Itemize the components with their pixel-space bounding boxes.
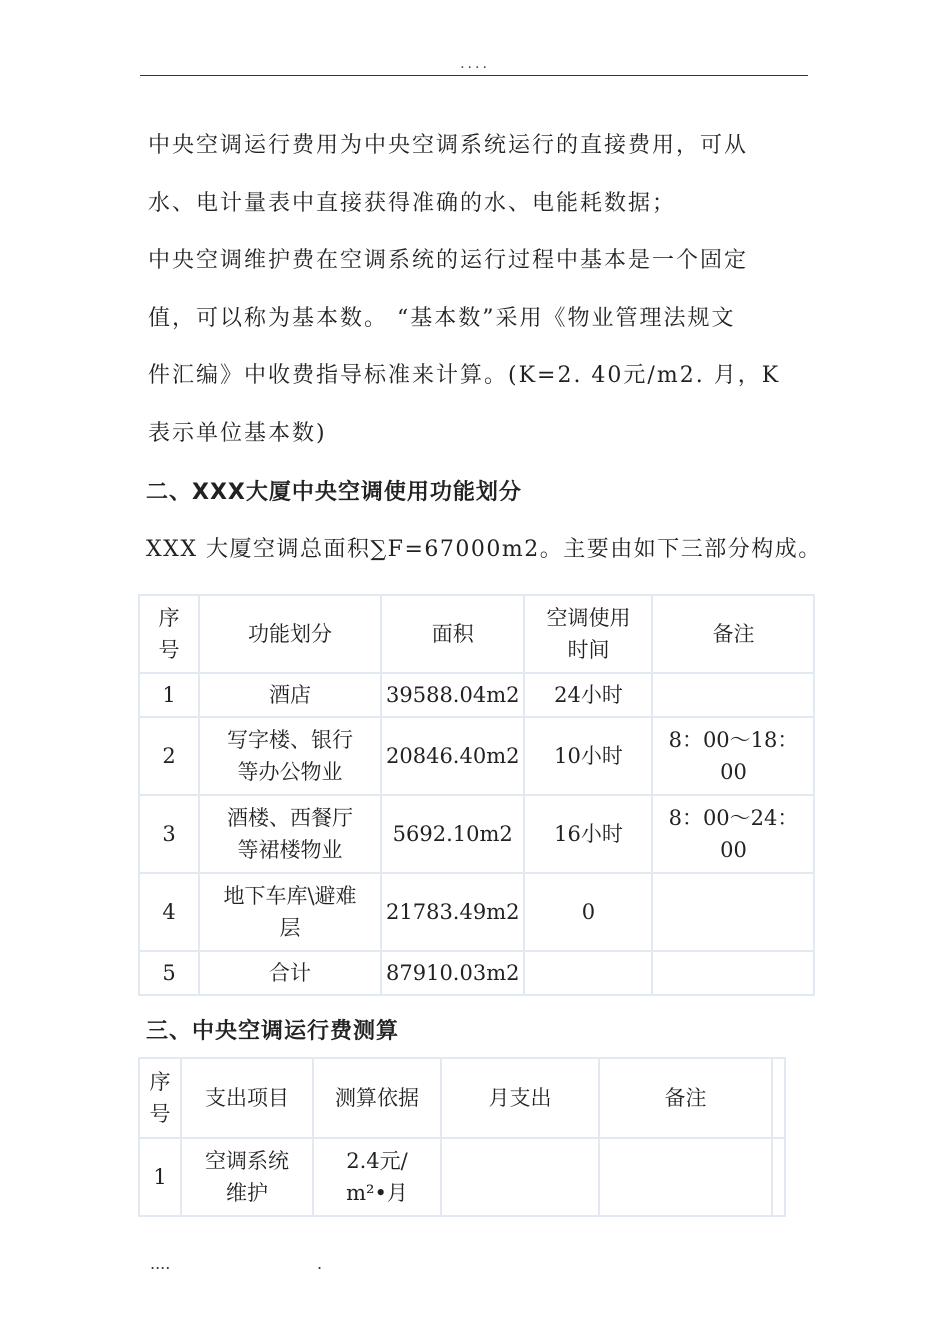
paragraph-line: 中央空调维护费在空调系统的运行过程中基本是一个固定 [148, 248, 749, 273]
table-row [139, 673, 814, 717]
empty-cell [772, 1058, 785, 1138]
paragraph-line: 件汇编》中收费指导标准来计算。(K=2. 40元/m2. 月，K [148, 363, 781, 388]
cell-basis: 2.4元/ m²•月 [313, 1138, 441, 1216]
cell-no: 1 [139, 673, 199, 717]
table-row [139, 717, 814, 795]
table-header-row [139, 1058, 785, 1138]
cell-note [599, 1138, 772, 1216]
cell-note: 8：00～18： 00 [652, 717, 814, 795]
header-dots: .... [460, 56, 490, 72]
section-heading-2: 二、XXX大厦中央空调使用功能划分 [146, 480, 522, 505]
paragraph-line: 表示单位基本数) [148, 421, 327, 446]
footer-dots: .... [150, 1254, 171, 1273]
header-cell: 备注 [599, 1058, 772, 1138]
cell-area: 87910.03m2 [381, 951, 524, 995]
cell-monthly [441, 1138, 599, 1216]
header-cell: 序 号 [139, 1058, 181, 1138]
header-rule [140, 75, 808, 76]
cell-func: 酒店 [199, 673, 381, 717]
header-cell: 测算依据 [313, 1058, 441, 1138]
cell-area: 5692.10m2 [381, 795, 524, 873]
cell-time: 10小时 [524, 717, 652, 795]
cell-item: 空调系统 维护 [181, 1138, 313, 1216]
cell-no: 3 [139, 795, 199, 873]
header-cell: 序 号 [139, 595, 199, 673]
table-row [139, 795, 814, 873]
cell-area: 39588.04m2 [381, 673, 524, 717]
cell-time: 16小时 [524, 795, 652, 873]
paragraph-line: 中央空调运行费用为中央空调系统运行的直接费用，可从 [148, 133, 749, 158]
function-division-table [138, 594, 815, 996]
cell-func: 合计 [199, 951, 381, 995]
header-cell: 月支出 [441, 1058, 599, 1138]
cell-func: 酒楼、西餐厅 等裙楼物业 [199, 795, 381, 873]
table-row [139, 873, 814, 951]
cell-no: 4 [139, 873, 199, 951]
cell-time: 24小时 [524, 673, 652, 717]
cell-note [652, 873, 814, 951]
cell-note [652, 951, 814, 995]
footer-dot: . [317, 1254, 323, 1273]
header-cell: 空调使用 时间 [524, 595, 652, 673]
cell-no: 2 [139, 717, 199, 795]
cell-no: 1 [139, 1138, 181, 1216]
cell-area: 20846.40m2 [381, 717, 524, 795]
empty-cell [772, 1138, 785, 1216]
header-cell: 备注 [652, 595, 814, 673]
cell-no: 5 [139, 951, 199, 995]
table-header-row [139, 595, 814, 673]
section-heading-3: 三、中央空调运行费测算 [146, 1019, 400, 1044]
header-cell: 面积 [381, 595, 524, 673]
cell-func: 地下车库\避难 层 [199, 873, 381, 951]
cell-time [524, 951, 652, 995]
operating-cost-table [138, 1057, 786, 1217]
cell-note [652, 673, 814, 717]
header-cell: 支出项目 [181, 1058, 313, 1138]
cell-time: 0 [524, 873, 652, 951]
area-summary: XXX 大厦空调总面积∑F=67000m2。主要由如下三部分构成。 [146, 537, 822, 562]
header-cell: 功能划分 [199, 595, 381, 673]
cell-note: 8：00～24： 00 [652, 795, 814, 873]
paragraph-line: 值，可以称为基本数。 “基本数”采用《物业管理法规文 [148, 306, 736, 331]
table-row [139, 1138, 785, 1216]
cell-area: 21783.49m2 [381, 873, 524, 951]
paragraph-line: 水、电计量表中直接获得准确的水、电能耗数据； [148, 191, 677, 216]
cell-func: 写字楼、银行 等办公物业 [199, 717, 381, 795]
table-row [139, 951, 814, 995]
